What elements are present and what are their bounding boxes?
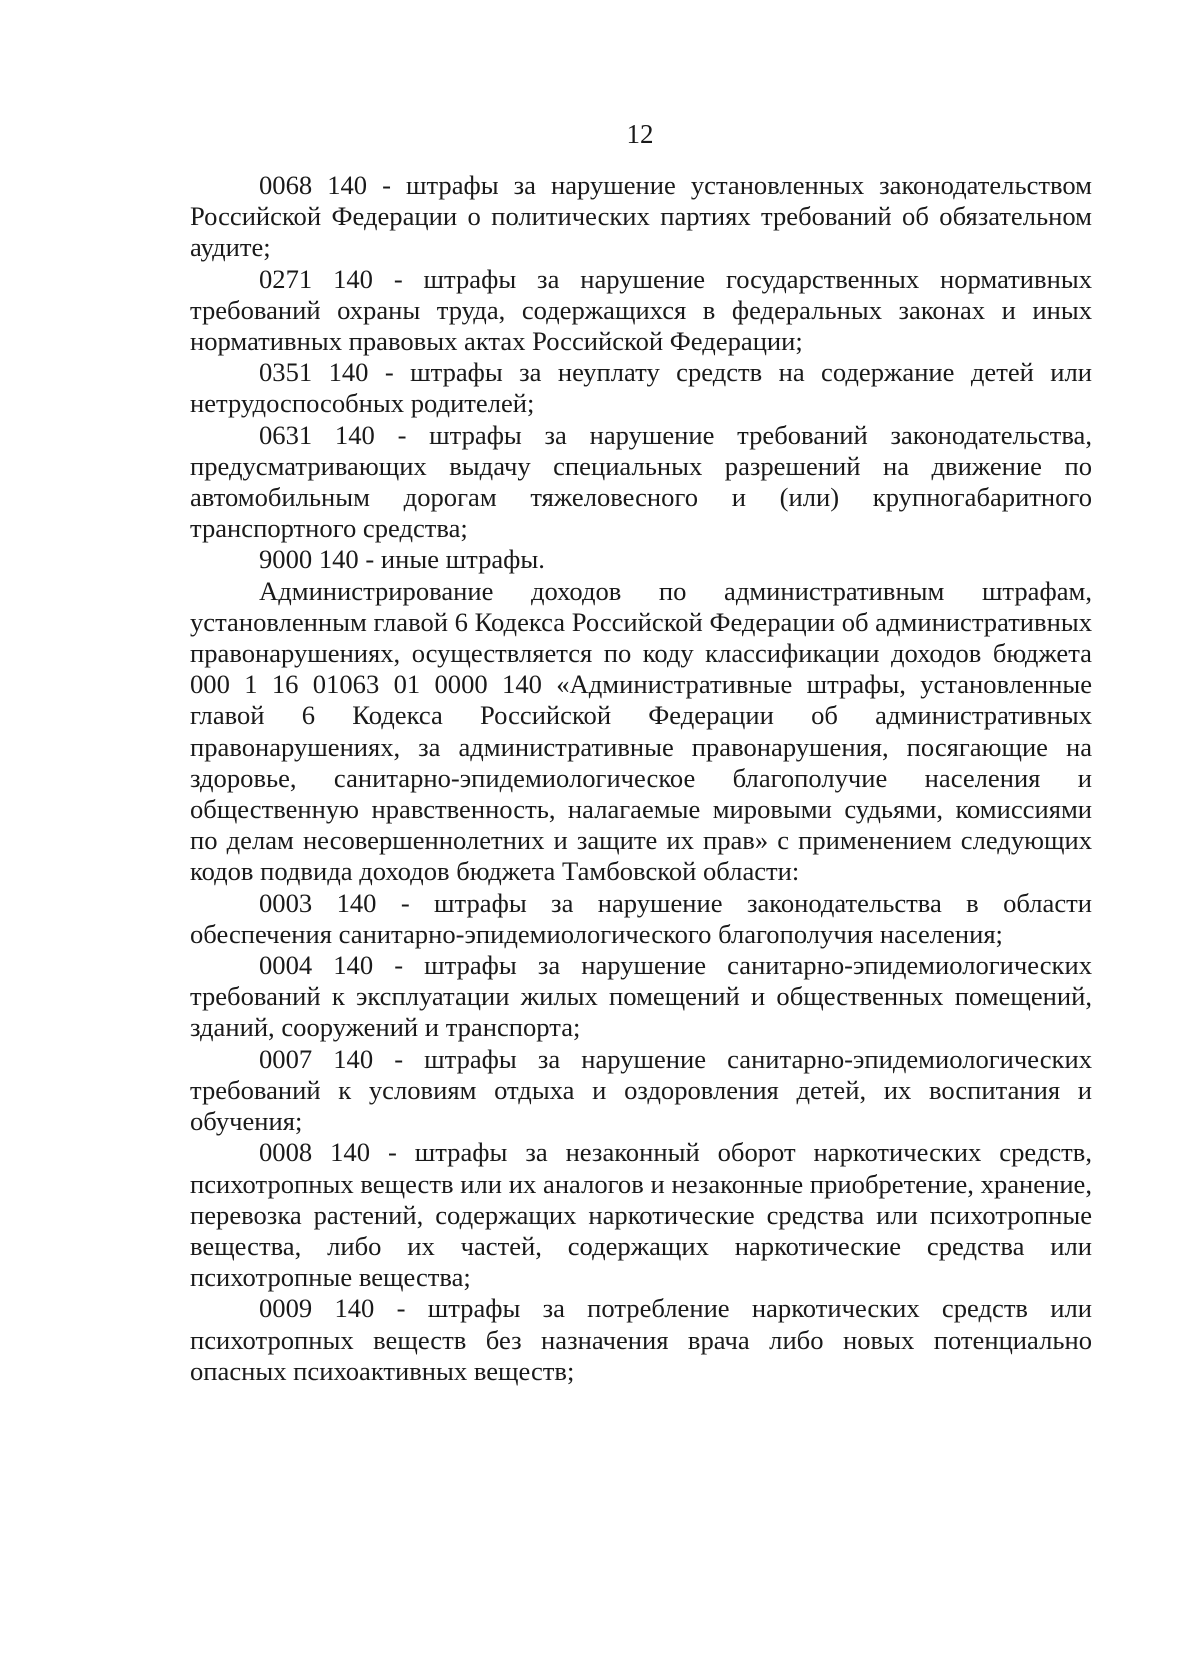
paragraph-0068-140: 0068 140 - штрафы за нарушение установленных законодательством Российской Федерации о политических партиях требований об обязательном аудите; xyxy=(190,170,1092,263)
paragraph-0008-140: 0008 140 - штрафы за незаконный оборот наркотических средств, психотропных веществ или их аналогов и незаконные приобретение, хранение, перевозка растений, содержащих наркотические средства или психотропные вещества, либо их частей, содержащих наркотические средства или психотропные вещества; xyxy=(190,1137,1092,1293)
paragraph-9000-140: 9000 140 - иные штрафы. xyxy=(259,544,545,575)
paragraph-0003-140: 0003 140 - штрафы за нарушение законодательства в области обеспечения санитарно-эпидемиологического благополучия населения; xyxy=(190,887,1092,949)
paragraph-0351-140: 0351 140 - штрафы за неуплату средств на содержание детей или нетрудоспособных родителей; xyxy=(190,357,1092,419)
paragraph-0271-140: 0271 140 - штрафы за нарушение государственных нормативных требований охраны труда, содержащихся в федеральных законах и иных нормативных правовых актах Российской Федерации; xyxy=(190,263,1092,357)
paragraph-0004-140: 0004 140 - штрафы за нарушение санитарно-эпидемиологических требований к эксплуатации жилых помещений и общественных помещений, зданий, сооружений и транспорта; xyxy=(190,950,1092,1043)
paragraph-0631-140: 0631 140 - штрафы за нарушение требований законодательства, предусматривающих выдачу специальных разрешений на движение по автомобильным дорогам тяжеловесного и (или) крупногабаритного транспортного средства; xyxy=(190,419,1092,544)
paragraph-administration-intro: Администрирование доходов по административным штрафам, установленным главой 6 Кодекса Российской Федерации об административных правонарушениях, осуществляется по коду классификации доходов бюджета 000 1 16 01063 01 0000 140 «Административные штрафы, установленные главой 6 Кодекса Российской Федерации об административных правонарушениях, за административные правонарушения, посягающие на здоровье, санитарно-эпидемиологическое благополучие населения и общественную нравственность, налагаемые мировыми судьями, комиссиями по делам несовершеннолетних и защите их прав» с применением следующих кодов подвида доходов бюджета Тамбовской области: xyxy=(190,575,1092,887)
paragraph-0007-140: 0007 140 - штрафы за нарушение санитарно-эпидемиологических требований к условиям отдыха и оздоровления детей, их воспитания и обучения; xyxy=(190,1043,1092,1137)
paragraph-0009-140: 0009 140 - штрафы за потребление наркотических средств или психотропных веществ без назначения врача либо новых потенциально опасных психоактивных веществ; xyxy=(190,1293,1092,1386)
document-body xyxy=(190,170,1092,1387)
page-number: 12 xyxy=(626,119,654,149)
